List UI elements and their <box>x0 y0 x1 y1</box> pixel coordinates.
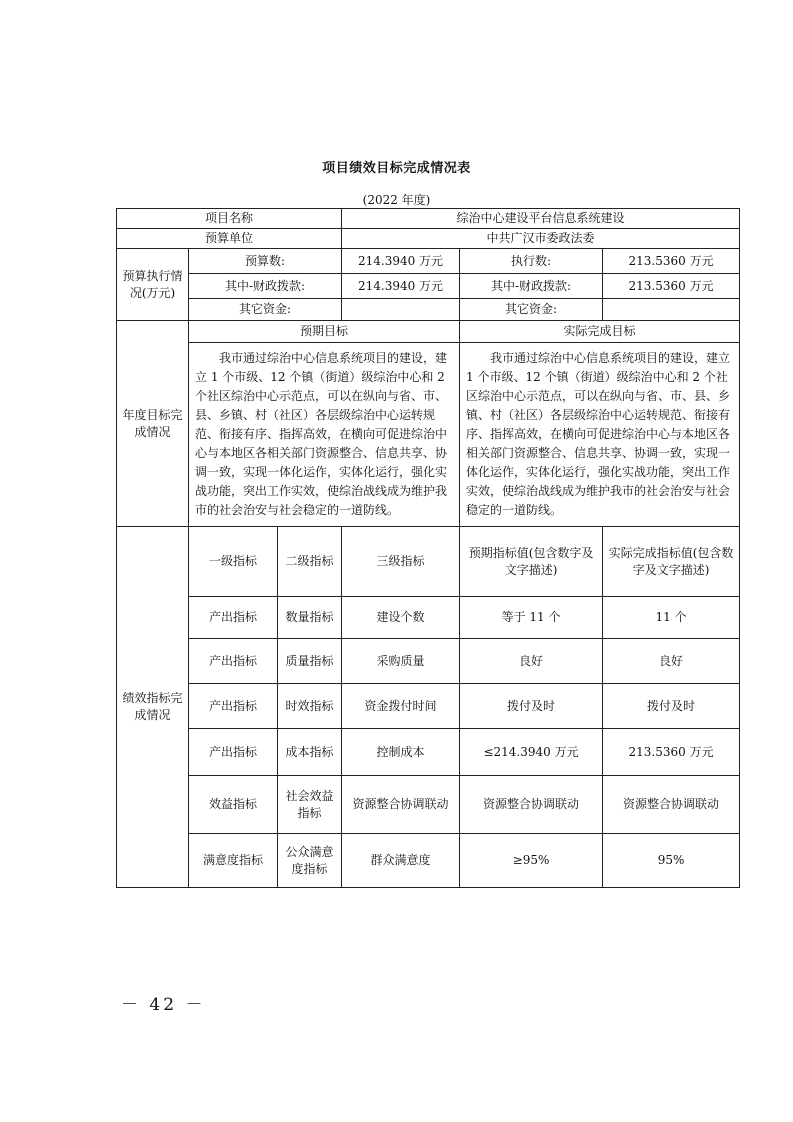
level1-cell: 满意度指标 <box>189 834 278 888</box>
execution-amount-value: 213.5360 万元 <box>603 249 740 274</box>
level2-cell: 数量指标 <box>278 597 342 639</box>
fiscal-budget-value: 214.3940 万元 <box>342 274 460 299</box>
budget-amount-label: 预算数: <box>189 249 342 274</box>
actual-target-header: 实际完成目标 <box>460 321 740 343</box>
table-row <box>117 597 740 639</box>
level2-cell: 成本指标 <box>278 729 342 776</box>
page-number: － 42 － <box>121 995 206 1015</box>
fiscal-row <box>117 274 740 299</box>
level1-cell: 产出指标 <box>189 597 278 639</box>
actual-value-header: 实际完成指标值(包含数字及文字描述) <box>603 527 740 597</box>
actual-value-cell: 11 个 <box>603 597 740 639</box>
level2-cell: 公众满意度指标 <box>278 834 342 888</box>
table-title: 项目绩效目标完成情况表 <box>322 161 471 176</box>
budget-unit-value: 中共广汉市委政法委 <box>342 229 740 249</box>
annual-header-row <box>117 321 740 343</box>
expected-value-cell: 等于 11 个 <box>460 597 603 639</box>
budget-unit-label: 预算单位 <box>117 229 342 249</box>
other-funds-label-2: 其它资金: <box>460 299 603 321</box>
fiscal-exec-label: 其中-财政拨款: <box>460 274 603 299</box>
other-funds-label: 其它资金: <box>189 299 342 321</box>
level2-cell: 质量指标 <box>278 639 342 684</box>
level3-cell: 建设个数 <box>342 597 460 639</box>
expected-value-cell: 拨付及时 <box>460 684 603 729</box>
level3-header: 三级指标 <box>342 527 460 597</box>
level1-cell: 效益指标 <box>189 776 278 834</box>
other-funds-value <box>342 299 460 321</box>
actual-target-text: 我市通过综治中心信息系统项目的建设，建立 1 个市级、12 个镇（街道）级综治中心和 2 个社区综治中心示范点，可以在纵向与省、市、县、乡镇、村（社区）各层级综治中心运转规范、衔接有序、指挥高效，在横向可促进综治中心与本地区各相关部门资源整合、信息共享、协调一致，实现一体化运作，实体化运行，强化实战功能，突出工作实效，使综治战线成为维护我市的社会治安与社会稳定的一道防线。 <box>460 343 740 527</box>
fiscal-budget-label: 其中-财政拨款: <box>189 274 342 299</box>
level2-cell: 时效指标 <box>278 684 342 729</box>
level1-cell: 产出指标 <box>189 639 278 684</box>
level2-header: 二级指标 <box>278 527 342 597</box>
table-row <box>117 729 740 776</box>
actual-value-cell: 95% <box>603 834 740 888</box>
level3-cell: 控制成本 <box>342 729 460 776</box>
expected-value-cell: ≥95% <box>460 834 603 888</box>
indicator-header-row <box>117 527 740 597</box>
expected-value-cell: 良好 <box>460 639 603 684</box>
table-row <box>117 834 740 888</box>
actual-value-cell: 拨付及时 <box>603 684 740 729</box>
level3-cell: 采购质量 <box>342 639 460 684</box>
level1-cell: 产出指标 <box>189 729 278 776</box>
level3-cell: 资金拨付时间 <box>342 684 460 729</box>
level3-cell: 群众满意度 <box>342 834 460 888</box>
execution-amount-label: 执行数: <box>460 249 603 274</box>
year-label: (2022 年度) <box>362 193 431 207</box>
other-funds-row <box>117 299 740 321</box>
table-row <box>117 776 740 834</box>
level2-cell: 社会效益指标 <box>278 776 342 834</box>
budget-unit-row <box>117 229 740 249</box>
actual-value-cell: 资源整合协调联动 <box>603 776 740 834</box>
project-name-row <box>117 209 740 229</box>
expected-value-header: 预期指标值(包含数字及文字描述) <box>460 527 603 597</box>
other-funds-value-2 <box>603 299 740 321</box>
annual-content-row <box>117 343 740 527</box>
level1-header: 一级指标 <box>189 527 278 597</box>
actual-value-cell: 213.5360 万元 <box>603 729 740 776</box>
budget-amount-value: 214.3940 万元 <box>342 249 460 274</box>
table-row <box>117 639 740 684</box>
project-name-label: 项目名称 <box>117 209 342 229</box>
level1-cell: 产出指标 <box>189 684 278 729</box>
expected-value-cell: 资源整合协调联动 <box>460 776 603 834</box>
planned-target-text: 我市通过综治中心信息系统项目的建设，建立 1 个市级、12 个镇（街道）级综治中心和 2 个社区综治中心示范点，可以在纵向与省、市、县、乡镇、村（社区）各层级综治中心运转规范、衔接有序、指挥高效，在横向可促进综治中心与本地区各相关部门资源整合、信息共享、协调一致，实现一体化运作，实体化运行，强化实战功能，突出工作实效，使综治战线成为维护我市的社会治安与社会稳定的一道防线。 <box>189 343 460 527</box>
annual-section-label: 年度目标完成情况 <box>117 321 189 527</box>
fiscal-exec-value: 213.5360 万元 <box>603 274 740 299</box>
planned-target-header: 预期目标 <box>189 321 460 343</box>
performance-table <box>116 208 740 888</box>
performance-section-label: 绩效指标完成情况 <box>117 527 189 888</box>
expected-value-cell: ≤214.3940 万元 <box>460 729 603 776</box>
actual-value-cell: 良好 <box>603 639 740 684</box>
table-row <box>117 684 740 729</box>
project-name-value: 综治中心建设平台信息系统建设 <box>342 209 740 229</box>
level3-cell: 资源整合协调联动 <box>342 776 460 834</box>
budget-row <box>117 249 740 274</box>
budget-section-label: 预算执行情况(万元) <box>117 249 189 321</box>
